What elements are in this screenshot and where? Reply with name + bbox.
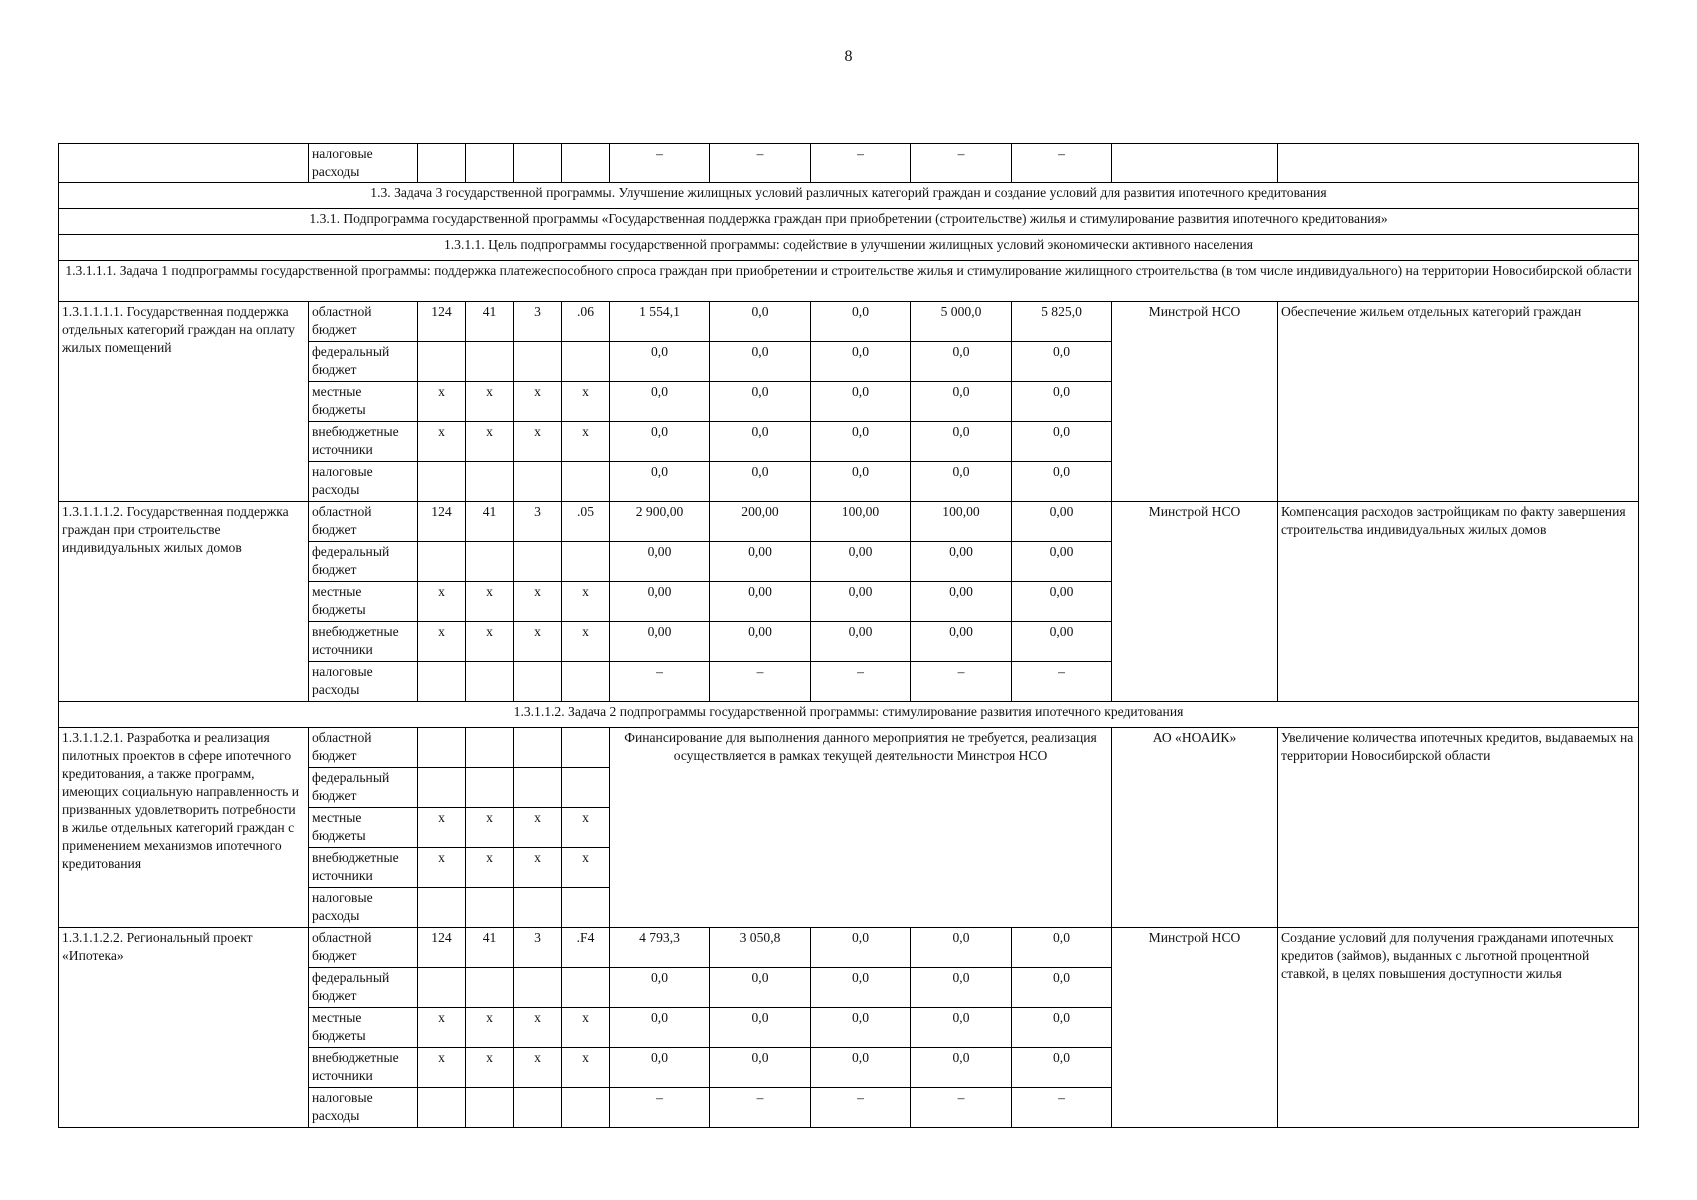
- result-cell: Обеспечение жильем отдельных категорий граждан: [1278, 302, 1639, 502]
- table-row: налоговые расходы: [59, 888, 1639, 928]
- table-row: [59, 728, 1639, 768]
- value-cell: –: [710, 144, 811, 183]
- table-row: 1.3.1.1.2.2. Региональный проект «Ипотека» областной бюджет 124 41 3 .F4 4 793,3 3 050,8 0,0 0,0 0,0 Минстрой НСО Создание условий для получения гражданами ипотечных кредитов (займов), выданных с льготной процентной ставкой, в целях повышения доступности жилья: [59, 928, 1639, 968]
- table-row: федеральный бюджет 0,0 0,0 0,0 0,0 0,0: [59, 968, 1639, 1008]
- funding-note: Финансирование для выполнения данного мероприятия не требуется, реализация осуществляется в рамках текущей деятельности Минстроя НСО: [610, 728, 1112, 928]
- executor-cell: АО «НОАИК»: [1112, 728, 1278, 928]
- table-row: федеральный бюджет 0,0 0,0 0,0 0,0 0,0: [59, 342, 1639, 382]
- measure-name: 1.3.1.1.2.1. Разработка и реализация пилотных проектов в сфере ипотечного кредитования, а также программ, имеющих социальную направленность и призванных удовлетворить потребности в жилье отдельных категорий граждан с применением механизмов ипотечного кредитования: [59, 728, 309, 928]
- source-cell: областной бюджет: [309, 502, 418, 542]
- budget-table: [58, 143, 1639, 1128]
- result-cell: Компенсация расходов застройщикам по факту завершения строительства индивидуальных жилых домов: [1278, 502, 1639, 702]
- table-row: федеральный бюджет: [59, 768, 1639, 808]
- value-cell: –: [610, 144, 710, 183]
- table-row: внебюджетные источники х х х х 0,0 0,0 0,0 0,0 0,0: [59, 422, 1639, 462]
- value-cell: –: [1012, 144, 1112, 183]
- source-cell: областной бюджет: [309, 728, 418, 768]
- table-row: федеральный бюджет 0,00 0,00 0,00 0,00 0,00: [59, 542, 1639, 582]
- source-cell: налоговые расходы: [309, 144, 418, 183]
- table-row: внебюджетные источники х х х х 0,00 0,00 0,00 0,00 0,00: [59, 622, 1639, 662]
- value-cell: –: [811, 144, 911, 183]
- executor-cell: Минстрой НСО: [1112, 302, 1278, 502]
- section-header-goal: 1.3.1.1. Цель подпрограммы государственной программы: содействие в улучшении жилищных условий экономически активного населения: [59, 235, 1639, 261]
- page-number: 8: [844, 48, 853, 65]
- source-cell: областной бюджет: [309, 302, 418, 342]
- measure-name: 1.3.1.1.1.2. Государственная поддержка граждан при строительстве индивидуальных жилых домов: [59, 502, 309, 702]
- table-row: 1.3.1.1.1.2. Государственная поддержка граждан при строительстве индивидуальных жилых домов областной бюджет 124 41 3 .05 2 900,00 200,00 100,00 100,00 0,00 Минстрой НСО Компенсация расходов застройщикам по факту завершения строительства индивидуальных жилых домов: [59, 502, 1639, 542]
- table-row: налоговые расходы – – – – –: [59, 1088, 1639, 1128]
- table-row: местные бюджеты х х х х 0,0 0,0 0,0 0,0 0,0: [59, 1008, 1639, 1048]
- executor-cell: Минстрой НСО: [1112, 502, 1278, 702]
- table-row: 1.3.1.1.1.1. Государственная поддержка отдельных категорий граждан на оплату жилых помещений областной бюджет 124 41 3 .06 1 554,1 0,0 0,0 5 000,0 5 825,0 Минстрой НСО Обеспечение жильем отдельных категорий граждан: [59, 302, 1639, 342]
- table-row: местные бюджеты х х х х 0,00 0,00 0,00 0,00 0,00: [59, 582, 1639, 622]
- result-cell: Увеличение количества ипотечных кредитов, выдаваемых на территории Новосибирской области: [1278, 728, 1639, 928]
- table-row: местные бюджеты х х х х: [59, 808, 1639, 848]
- table-row: внебюджетные источники х х х х: [59, 848, 1639, 888]
- source-cell: областной бюджет: [309, 928, 418, 968]
- section-header-task2: 1.3.1.1.2. Задача 2 подпрограммы государственной программы: стимулирование развития ипотечного кредитования: [59, 702, 1639, 728]
- measure-name: 1.3.1.1.1.1. Государственная поддержка отдельных категорий граждан на оплату жилых помещений: [59, 302, 309, 502]
- section-header-subprogram: 1.3.1. Подпрограмма государственной программы «Государственная поддержка граждан при приобретении (строительстве) жилья и стимулирование развития ипотечного кредитования»: [59, 209, 1639, 235]
- value-cell: –: [911, 144, 1012, 183]
- section-header-task1: 1.3.1.1.1. Задача 1 подпрограммы государственной программы: поддержка платежеспособного спроса граждан при приобретении и строительстве жилья и стимулирование жилищного строительства (в том числе индивидуального) на территории Новосибирской области: [59, 261, 1639, 302]
- result-cell: Создание условий для получения гражданами ипотечных кредитов (займов), выданных с льготной процентной ставкой, в целях повышения доступности жилья: [1278, 928, 1639, 1128]
- table-row: налоговые расходы 0,0 0,0 0,0 0,0 0,0: [59, 462, 1639, 502]
- table-row: местные бюджеты х х х х 0,0 0,0 0,0 0,0 0,0: [59, 382, 1639, 422]
- section-header-task3: 1.3. Задача 3 государственной программы. Улучшение жилищных условий различных категорий граждан и создание условий для развития ипотечного кредитования: [59, 183, 1639, 209]
- table-row: налоговые расходы – – – – –: [59, 662, 1639, 702]
- executor-cell: Минстрой НСО: [1112, 928, 1278, 1128]
- measure-name: 1.3.1.1.2.2. Региональный проект «Ипотека»: [59, 928, 309, 1128]
- table-row: внебюджетные источники х х х х 0,0 0,0 0,0 0,0 0,0: [59, 1048, 1639, 1088]
- table-row: [59, 144, 1639, 183]
